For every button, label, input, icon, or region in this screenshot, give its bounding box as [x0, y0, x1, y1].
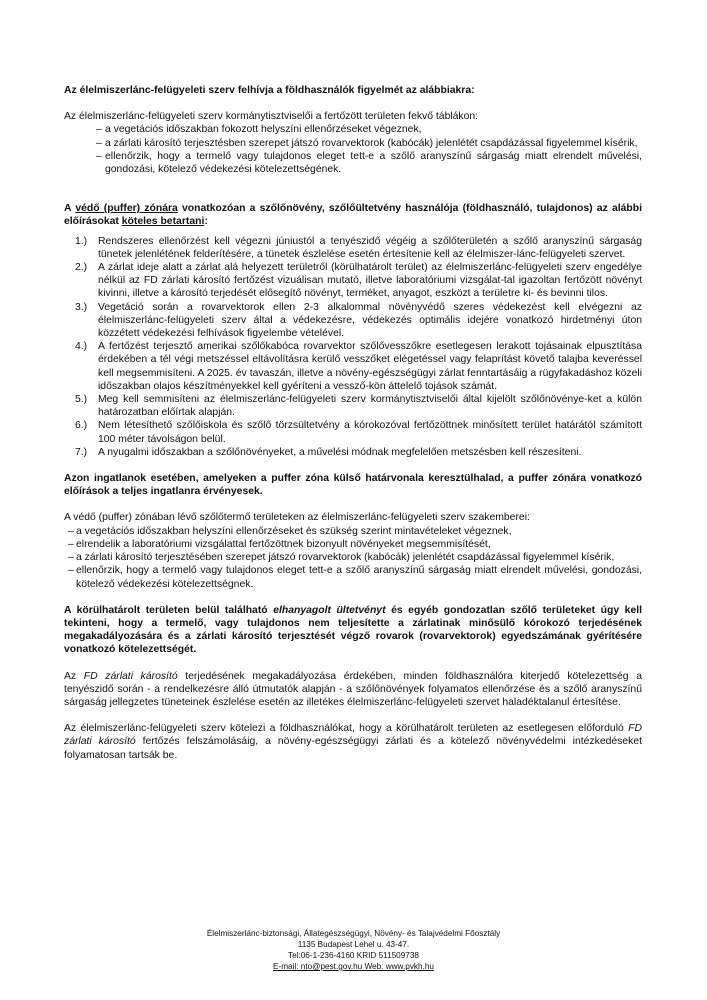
list-item: 5.) Meg kell semmisíteni az élelmiszerlánc-felügyeleti szerv kormánytisztviselői által kijelölt szőlőnövénye-ket a külön határozatban előírtak alapján. — [75, 394, 642, 419]
heading-buffer-zone: A védő (puffer) zónára vonatkozóan a szőlőnövény, szőlőültetvény használója (földhasználó, tulajdonos) az alábbi előírásokat köteles betartani: — [64, 203, 642, 228]
footer-phone: Tel:06-1-236-4160 KRID 511509738 — [288, 951, 419, 960]
list-item: – a vegetációs időszakban fokozott helyszíni ellenőrzéseket végeznek, — [96, 124, 422, 136]
paragraph-obligation: Az élelmiszerlánc-felügyeleti szerv kötelezi a földhasználókat, hogy a körülhatárolt területen az esetlegesen előforduló FD zárlati károsító fertőzés felszámolásáig, a növény-egészségügyi zárlati és a kötelező növényvédelmi intézkedéseket folyamatosan tartsák be. — [64, 723, 642, 761]
intro-paragraph-2: A védő (puffer) zónában lévő szőlőtermő területeken az élelmiszerlánc-felügyeleti szerv szakemberei: — [64, 512, 530, 524]
paragraph-neglected-vineyards: A körülhatárolt területen belül található elhanyagolt ültetvényt és egyéb gondozatlan szőlő területeket úgy kell tekinteni, hogy a termelő, vagy tulajdonos nem teljesítette a zárlatinak minősülő kórokozó terjedésének megakadályozására és a zárlati károsító terjesztését végző rovarok (rovarvektorok) egyedszámának gyérítésére vonatkozó kötelezettségét. — [64, 604, 643, 656]
list-item: – a zárlati károsító terjesztésben szerepet játszó rovarvektorok (kabócák) jelenlétét csapdázással figyelemmel kísérik, — [96, 137, 638, 149]
list-item: – ellenőrzik, hogy a termelő vagy tulajdonos eleget tett-e a szőlő aranyszínű sárgaság miatt elrendelt művelési, gondozási, kötelező védekezési kötelezettségnek. — [68, 565, 642, 590]
list-item: 2.) A zárlat ideje alatt a zárlat alá helyezett területről (körülhatárolt terület) az élelmiszerlánc-felügyeleti szerv engedélye nélkül az FD zárlati károsító fertőzést vizuálisan mutató, illetve laboratóriumi vizsgálat-tal igazoltan fertőzött növényt kivinni, illetve a károsító terjedését elősegítő növényt, terméket, anyagot, eszközt a területre ki- és bevinni tilos. — [75, 262, 642, 300]
heading-property-rule: Azon ingatlanok esetében, amelyeken a puffer zóna külső határvonala keresztülhalad, a puffer zónára vonatkozó előírások a teljes ingatlanra érvényesek. — [64, 473, 642, 498]
footer-contact-link[interactable]: E-mail: nto@pest.gov.hu Web: www.pvkh.hu — [273, 962, 434, 971]
footer-department: Élelmiszerlánc-biztonsági, Állategészségügyi, Növény- és Talajvédelmi Főosztály — [206, 929, 501, 938]
list-item: – a vegetációs időszakban helyszíni ellenőrzéseket és szükség szerint mintavételeket végeznek, — [68, 525, 512, 537]
list-item: 4.) A fertőzést terjesztő amerikai szőlőkabóca rovarvektor szőlővesszőkre esetlegesen lerakott tojásainak elpusztítása érdekében a tél végi metszéssel eltávolításra kerülő vesszőket elégetéssel vagy felaprítást követő talajba keveréssel kell megsemmisíteni. A 2025. év tavaszán, illetve a növény-egészségügyi zárlat fenntartásáig a rügyfakadáshoz közeli időszakban olajos készítményekkel kell gyéríteni a vessző-kön áttelelő tojások számát. — [75, 341, 642, 392]
list-item: – elrendelik a laboratóriumi vizsgálattal fertőzöttnek bizonyult növényeket megsemmisítését, — [68, 538, 491, 550]
obligations-list — [64, 235, 642, 459]
footer-address: 1135 Budapest Lehel u. 43-47. — [297, 940, 410, 949]
page-footer — [0, 928, 707, 972]
heading-notice: Az élelmiszerlánc-felügyeleti szerv felhívja a földhasználók figyelmét az alábbiakra: — [64, 85, 475, 96]
list-item: – a zárlati károsító terjesztésében szerepet játszó rovarvektorok (kabócák) jelenlétét csapdázással figyelemmel kísérik, — [68, 552, 615, 564]
list-item: 7.) A nyugalmi időszakban a szőlőnövényeket, a művelési módnak megfelelően metszésben kell részesíteni. — [75, 446, 582, 458]
paragraph-fd-prevention: Az FD zárlati károsító terjedésének megakadályozása érdekében, minden földhasználóra kiterjedő kötelezettség a tenyészidő során - a rendelkezésre álló útmutatók alapján - a szőlőnövények folyamatos ellenőrzése és a szőlő aranyszínű sárgaság jellegzetes tüneteinek észlelése esetén az illetékes élelmiszerlánc-felügyeleti szervet haladéktalanul értesítése. — [64, 670, 642, 708]
intro-paragraph-1: Az élelmiszerlánc-felügyeleti szerv kormánytisztviselői a fertőzött területen fekvő táblákon: — [64, 111, 479, 123]
list-item: 6.) Nem létesíthető szőlőiskola és szőlő törzsültetvény a kórokozóval fertőzöttnek minősített terület határától számított 100 méter távolságon belül. — [75, 420, 642, 445]
list-item: 3.) Vegetáció során a rovarvektorok ellen 2-3 alkalommal növényvédő szeres védekezést kell elvégezni az élelmiszerlánc-felügyeleti szerv által a védekezésre, védekezés optimális idejére vonatkozó hirdetményi úton közzétett védekezési felhívások figyelembe vételével. — [75, 301, 642, 340]
list-item: – ellenőrzik, hogy a termelő vagy tulajdonos eleget tett-e a szőlő aranyszínű sárgaság miatt elrendelt művelési, gondozási, kötelező védekezési kötelezettségének. — [96, 150, 642, 176]
list-item: 1.) Rendszeres ellenőrzést kell végezni júniustól a tenyészidő végéig a szőlőterületén a szőlő aranyszínű sárgaság tünetek jelenlétének felderítésére, a tünetek észlelése esetén értesítenie kell az élelmiszer-lánc-felügyeleti szervet. — [75, 235, 642, 260]
inspector-duties-list — [64, 123, 642, 176]
document-body — [64, 84, 642, 762]
specialist-duties-list — [64, 525, 642, 591]
